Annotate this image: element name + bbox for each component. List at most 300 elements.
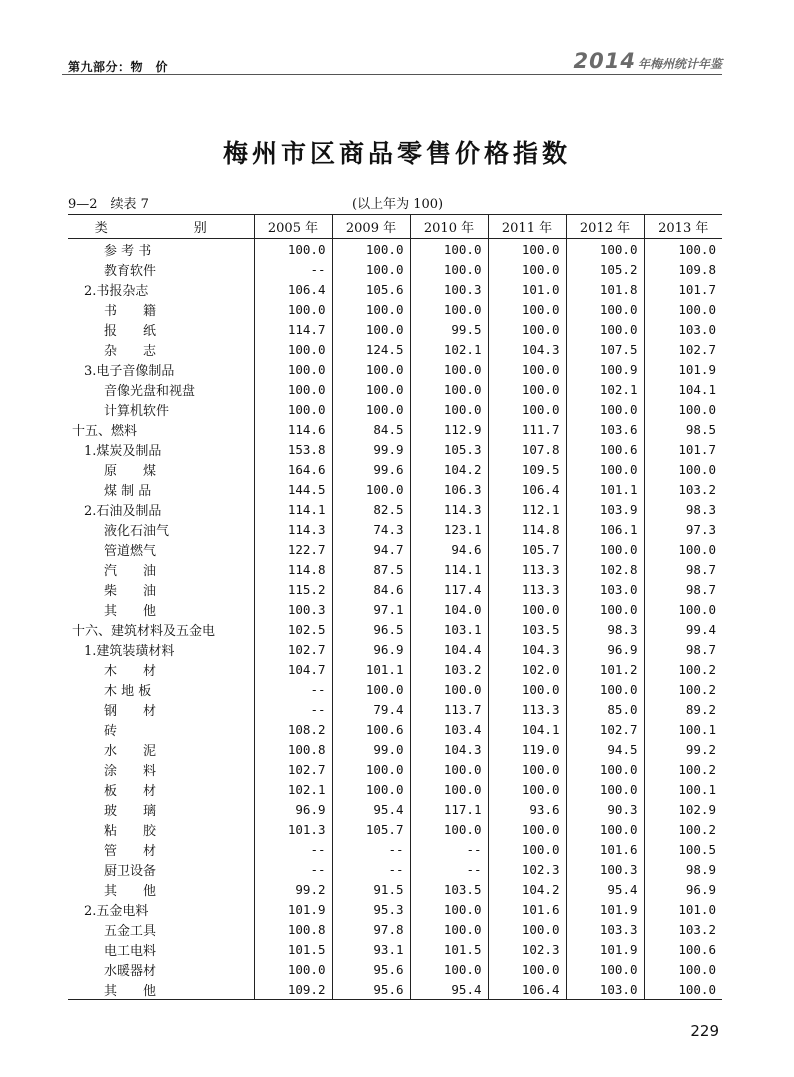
row-value: 108.2 [254,719,332,739]
table-row [68,479,722,499]
table-row [68,419,722,439]
row-value: 90.3 [566,799,644,819]
header-divider [62,74,722,75]
table-header-row [68,215,722,239]
row-value: 97.8 [332,919,410,939]
row-value: 100.0 [332,319,410,339]
row-value: 100.0 [254,339,332,359]
row-value: 114.3 [254,519,332,539]
row-value: -- [254,699,332,719]
row-value: 103.1 [410,619,488,639]
row-value: 144.5 [254,479,332,499]
row-value: 102.0 [488,659,566,679]
row-category: 3.电子音像制品 [84,363,175,379]
table-row [68,639,722,659]
row-value: 115.2 [254,579,332,599]
row-value: 102.7 [644,339,722,359]
row-category: 其 他 [104,603,157,619]
row-value: 100.2 [644,679,722,699]
row-value: 95.3 [332,899,410,919]
row-category: 2.书报杂志 [84,283,149,299]
row-value: 103.6 [566,419,644,439]
table-row [68,759,722,779]
table-row [68,519,722,539]
row-value: 101.9 [254,899,332,919]
row-value: 98.7 [644,579,722,599]
table-row [68,779,722,799]
row-value: 114.3 [410,499,488,519]
row-value: 100.6 [644,939,722,959]
row-value: 103.2 [644,479,722,499]
row-category: 教育软件 [104,263,157,279]
row-value: 100.0 [488,259,566,279]
row-value: 96.9 [254,799,332,819]
row-value: 123.1 [410,519,488,539]
table-row [68,879,722,899]
row-value: -- [332,839,410,859]
row-value: 100.0 [254,379,332,399]
row-value: 100.0 [254,399,332,419]
table-row [68,839,722,859]
row-value: 103.0 [644,319,722,339]
row-value: 79.4 [332,699,410,719]
row-value: 93.6 [488,799,566,819]
row-value: 100.0 [644,299,722,319]
row-value: 100.5 [644,839,722,859]
row-value: 101.0 [488,279,566,299]
row-value: 104.3 [488,639,566,659]
row-value: 100.3 [254,599,332,619]
row-value: 100.0 [644,399,722,419]
row-value: 100.0 [566,599,644,619]
row-value: 96.9 [566,639,644,659]
row-value: 105.7 [332,819,410,839]
row-category: 1.煤炭及制品 [84,443,162,459]
row-value: 101.0 [644,899,722,919]
row-category: 柴 油 [104,583,157,599]
row-value: 101.6 [488,899,566,919]
row-value: 100.0 [488,779,566,799]
row-category: 十六、建筑材料及五金电 [72,623,216,639]
row-value: 100.0 [566,399,644,419]
table-row [68,459,722,479]
row-value: 85.0 [566,699,644,719]
row-value: 100.0 [644,539,722,559]
row-value: 100.6 [566,439,644,459]
row-value: 102.5 [254,619,332,639]
row-value: 100.0 [254,359,332,379]
row-value: 109.5 [488,459,566,479]
row-value: 104.7 [254,659,332,679]
row-value: 105.3 [410,439,488,459]
table-row [68,339,722,359]
row-value: 100.0 [566,819,644,839]
row-value: 101.7 [644,439,722,459]
row-value: 100.9 [566,359,644,379]
table-row [68,979,722,1000]
row-value: 103.0 [566,979,644,1000]
row-value: 87.5 [332,559,410,579]
row-value: 100.0 [410,899,488,919]
row-category: 煤 制 品 [104,483,152,499]
row-value: -- [254,679,332,699]
row-value: 102.3 [488,859,566,879]
row-value: 104.2 [410,459,488,479]
table-row [68,599,722,619]
row-value: 99.2 [644,739,722,759]
table-row [68,359,722,379]
row-value: 103.0 [566,579,644,599]
row-value: 100.8 [254,919,332,939]
row-value: 97.3 [644,519,722,539]
table-row [68,739,722,759]
row-value: 114.8 [254,559,332,579]
row-category: 砖 [104,723,118,739]
row-value: 100.0 [332,779,410,799]
row-value: 102.1 [566,379,644,399]
row-value: 100.0 [488,239,566,260]
row-value: 100.0 [332,379,410,399]
row-value: 100.2 [644,659,722,679]
table-row [68,719,722,739]
row-value: 104.2 [488,879,566,899]
row-value: 107.8 [488,439,566,459]
table-code: 9—2 续表 7 [68,197,149,212]
row-value: 106.1 [566,519,644,539]
row-value: 99.4 [644,619,722,639]
row-value: 100.0 [410,779,488,799]
column-header-2012: 2012 年 [566,215,644,239]
row-value: 105.6 [332,279,410,299]
row-value: 98.5 [644,419,722,439]
row-value: 109.2 [254,979,332,1000]
table-row [68,679,722,699]
row-value: 100.1 [644,779,722,799]
row-category: 1.建筑装璜材料 [84,643,175,659]
row-value: 100.0 [332,259,410,279]
row-category: 板 材 [104,783,157,799]
row-value: 100.0 [332,479,410,499]
row-value: 100.0 [332,679,410,699]
table-row [68,559,722,579]
row-value: 100.0 [488,399,566,419]
row-category: 木 地 板 [104,683,152,699]
column-header-2013: 2013 年 [644,215,722,239]
row-value: 101.7 [644,279,722,299]
row-value: 100.0 [488,839,566,859]
row-value: -- [254,259,332,279]
row-value: 106.4 [488,979,566,1000]
row-category: 木 材 [104,663,157,679]
row-value: 100.0 [566,299,644,319]
row-value: 95.4 [566,879,644,899]
row-value: 107.5 [566,339,644,359]
row-value: 100.6 [332,719,410,739]
row-value: 101.1 [566,479,644,499]
row-value: 102.7 [254,759,332,779]
row-value: 109.8 [644,259,722,279]
row-value: 100.0 [332,759,410,779]
row-value: 99.5 [410,319,488,339]
section-label: 第九部分：物 价 [68,60,169,74]
row-value: 117.1 [410,799,488,819]
row-value: 103.3 [566,919,644,939]
row-value: 100.0 [488,959,566,979]
row-value: 100.0 [566,539,644,559]
row-value: 95.4 [332,799,410,819]
row-value: 101.9 [566,899,644,919]
row-value: 98.3 [566,619,644,639]
row-value: 104.3 [410,739,488,759]
row-value: 89.2 [644,699,722,719]
row-value: 117.4 [410,579,488,599]
table-row [68,619,722,639]
yearbook-title [574,49,722,73]
row-value: 101.1 [332,659,410,679]
row-value: 101.3 [254,819,332,839]
row-value: 101.9 [644,359,722,379]
row-value: 100.0 [410,759,488,779]
row-value: 104.1 [488,719,566,739]
yearbook-name: 年梅州统计年鉴 [637,57,722,71]
table-note: (以上年为 100) [352,197,444,212]
row-value: 102.9 [644,799,722,819]
row-value: 100.0 [566,459,644,479]
row-category: 杂 志 [104,343,157,359]
row-value: 100.0 [488,819,566,839]
row-value: 100.0 [332,359,410,379]
row-category: 水 泥 [104,743,157,759]
row-value: -- [410,859,488,879]
row-value: 114.1 [410,559,488,579]
row-value: 102.1 [254,779,332,799]
row-value: 98.7 [644,639,722,659]
row-value: -- [410,839,488,859]
row-value: 113.3 [488,579,566,599]
row-value: 102.7 [254,639,332,659]
row-value: 103.9 [566,499,644,519]
table-row [68,659,722,679]
row-value: 124.5 [332,339,410,359]
row-value: -- [254,859,332,879]
table-row [68,959,722,979]
row-category: 参 考 书 [104,243,152,259]
row-value: 95.6 [332,979,410,1000]
page-title: 梅州市区商品零售价格指数 [222,139,571,168]
table-row [68,579,722,599]
row-value: 112.9 [410,419,488,439]
row-category: 其 他 [104,883,157,899]
column-header-category: 类 别 [68,215,254,239]
row-value: 114.6 [254,419,332,439]
row-value: 100.3 [566,859,644,879]
row-value: 102.7 [566,719,644,739]
row-value: 96.5 [332,619,410,639]
row-value: 100.0 [410,379,488,399]
row-value: 100.0 [332,239,410,260]
row-value: 100.0 [488,599,566,619]
row-value: 100.0 [410,359,488,379]
row-value: 106.4 [488,479,566,499]
row-value: 82.5 [332,499,410,519]
row-value: 101.9 [566,939,644,959]
row-value: 105.2 [566,259,644,279]
row-value: 100.0 [566,779,644,799]
row-value: 100.0 [644,599,722,619]
row-value: 100.0 [644,959,722,979]
row-value: 103.2 [410,659,488,679]
row-value: 100.0 [566,959,644,979]
row-category: 涂 料 [104,763,157,779]
row-value: 99.9 [332,439,410,459]
row-category: 报 纸 [104,323,157,339]
row-value: 100.2 [644,759,722,779]
table-row [68,919,722,939]
row-value: 102.3 [488,939,566,959]
row-value: 101.5 [410,939,488,959]
row-category: 计算机软件 [104,403,170,419]
row-value: 100.0 [566,239,644,260]
row-value: 100.0 [488,679,566,699]
column-header-2005: 2005 年 [254,215,332,239]
row-category: 粘 胶 [104,823,157,839]
row-value: 100.1 [644,719,722,739]
row-value: 100.0 [332,399,410,419]
row-value: 114.8 [488,519,566,539]
table-row [68,239,722,260]
table-row [68,259,722,279]
yearbook-year: 2014 [573,49,636,73]
row-category: 其 他 [68,979,254,1000]
row-value: 98.7 [644,559,722,579]
row-category: 2.石油及制品 [84,503,162,519]
row-value: 99.0 [332,739,410,759]
column-header-2010: 2010 年 [410,215,488,239]
row-category: 管 材 [104,843,157,859]
table-row [68,439,722,459]
row-value: 106.4 [254,279,332,299]
row-value: 103.4 [410,719,488,739]
row-value: 106.3 [410,479,488,499]
row-value: 119.0 [488,739,566,759]
row-value: 104.0 [410,599,488,619]
row-value: 100.0 [410,259,488,279]
table-row [68,799,722,819]
row-category: 十五、燃料 [72,423,138,439]
row-value: 91.5 [332,879,410,899]
row-value: 98.3 [644,499,722,519]
row-value: 113.3 [488,699,566,719]
row-value: 97.1 [332,599,410,619]
row-value: 111.7 [488,419,566,439]
row-value: 100.0 [410,239,488,260]
row-value: 103.2 [644,919,722,939]
row-value: 122.7 [254,539,332,559]
row-value: 100.0 [488,299,566,319]
row-value: 114.7 [254,319,332,339]
table-row [68,939,722,959]
row-category: 书 籍 [104,303,157,319]
row-value: 104.3 [488,339,566,359]
row-value: 100.0 [410,299,488,319]
row-value: 100.0 [488,919,566,939]
row-category: 管道燃气 [104,543,157,559]
row-value: 112.1 [488,499,566,519]
row-value: 93.1 [332,939,410,959]
row-value: 100.0 [254,239,332,260]
row-value: 100.0 [488,379,566,399]
row-value: 84.5 [332,419,410,439]
row-category: 汽 油 [104,563,157,579]
row-value: 114.1 [254,499,332,519]
row-value: 100.0 [410,819,488,839]
row-value: 101.2 [566,659,644,679]
row-category: 原 煤 [104,463,157,479]
row-value: 98.9 [644,859,722,879]
row-value: 94.7 [332,539,410,559]
table-row [68,699,722,719]
row-value: 104.1 [644,379,722,399]
row-value: 100.8 [254,739,332,759]
column-header-2011: 2011 年 [488,215,566,239]
row-value: 100.0 [488,759,566,779]
row-value: -- [332,859,410,879]
row-category: 电工电料 [104,943,157,959]
row-category: 水暖器材 [104,963,157,979]
row-value: 100.0 [566,679,644,699]
row-value: 104.4 [410,639,488,659]
table-row [68,899,722,919]
row-value: 102.8 [566,559,644,579]
price-index-table [68,214,722,1000]
page-number: 229 [690,1022,719,1040]
row-category: 音像光盘和视盘 [104,383,196,399]
row-category: 液化石油气 [104,523,170,539]
row-value: 99.6 [332,459,410,479]
row-value: 153.8 [254,439,332,459]
row-value: 113.7 [410,699,488,719]
row-value: 105.7 [488,539,566,559]
row-value: 103.5 [488,619,566,639]
row-value: 100.3 [410,279,488,299]
table-row [68,279,722,299]
row-value: 102.1 [410,339,488,359]
row-value: 100.0 [254,959,332,979]
table-row [68,299,722,319]
row-value: 101.8 [566,279,644,299]
row-value: 95.4 [410,979,488,1000]
row-category: 2.五金电料 [84,903,149,919]
row-value: 100.0 [644,459,722,479]
row-value: 96.9 [332,639,410,659]
table-row [68,399,722,419]
row-value: 100.0 [410,959,488,979]
row-value: 164.6 [254,459,332,479]
row-value: -- [254,839,332,859]
row-category: 五金工具 [104,923,157,939]
row-value: 103.5 [410,879,488,899]
row-value: 101.5 [254,939,332,959]
table-row [68,379,722,399]
table-row [68,499,722,519]
row-category: 厨卫设备 [104,863,157,879]
row-value: 101.6 [566,839,644,859]
table-row [68,319,722,339]
row-category: 玻 璃 [104,803,157,819]
table-row [68,539,722,559]
row-value: 94.6 [410,539,488,559]
table-row [68,819,722,839]
